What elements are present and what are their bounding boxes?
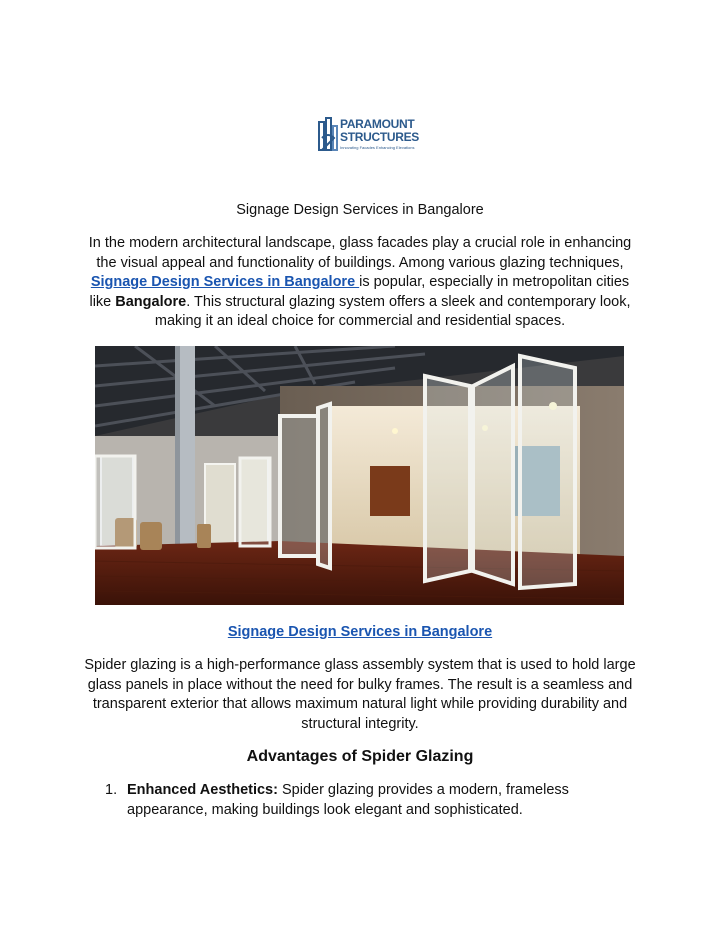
advantages-heading: Advantages of Spider Glazing (246, 748, 474, 765)
intro-text-2: is popular, especially in metropolitan cities like (89, 274, 630, 310)
intro-paragraph (84, 234, 636, 332)
image-caption (84, 623, 636, 643)
caption-signage-link[interactable]: Signage Design Services in Bangalore (227, 624, 493, 640)
logo-text-line1: PARAMOUNT (340, 117, 415, 131)
signage-services-link[interactable]: Signage Design Services in Bangalore (90, 274, 360, 290)
list-item-text (127, 781, 585, 820)
intro-text-1: In the modern architectural landscape, glass facades play a crucial role in enhancing the visual appeal and functionality of buildings. Among various glazing techniques, (88, 235, 632, 271)
spider-glazing-paragraph: Spider glazing is a high-performance glass assembly system that is used to hold large glass panels in place without the need for bulky frames. The result is a seamless and transparent exterior that allows maximum natural light while providing durability and structural integrity. (84, 657, 636, 732)
document-title: Signage Design Services in Bangalore (236, 202, 484, 218)
building-logo-icon (318, 116, 338, 152)
list-item-description: Spider glazing provides a modern, frameless appearance, making buildings look elegant and sophisticated. (127, 782, 569, 818)
logo-text-line2: STRUCTURES (340, 130, 420, 144)
logo-tagline: Innovating Facades Enhancing Elevations (340, 145, 415, 150)
intro-text-3: . This structural glazing system offers a sleek and contemporary look, making it an ideal choice for commercial and residential spaces. (154, 293, 631, 329)
list-item-number: 1. (105, 782, 118, 798)
list-item-term: Enhanced Aesthetics: (127, 782, 278, 798)
company-logo (318, 116, 420, 154)
folding-glass-doors-photo (95, 346, 624, 605)
bangalore-bold: Bangalore (115, 293, 187, 310)
patio-scene-illustration (95, 346, 624, 605)
